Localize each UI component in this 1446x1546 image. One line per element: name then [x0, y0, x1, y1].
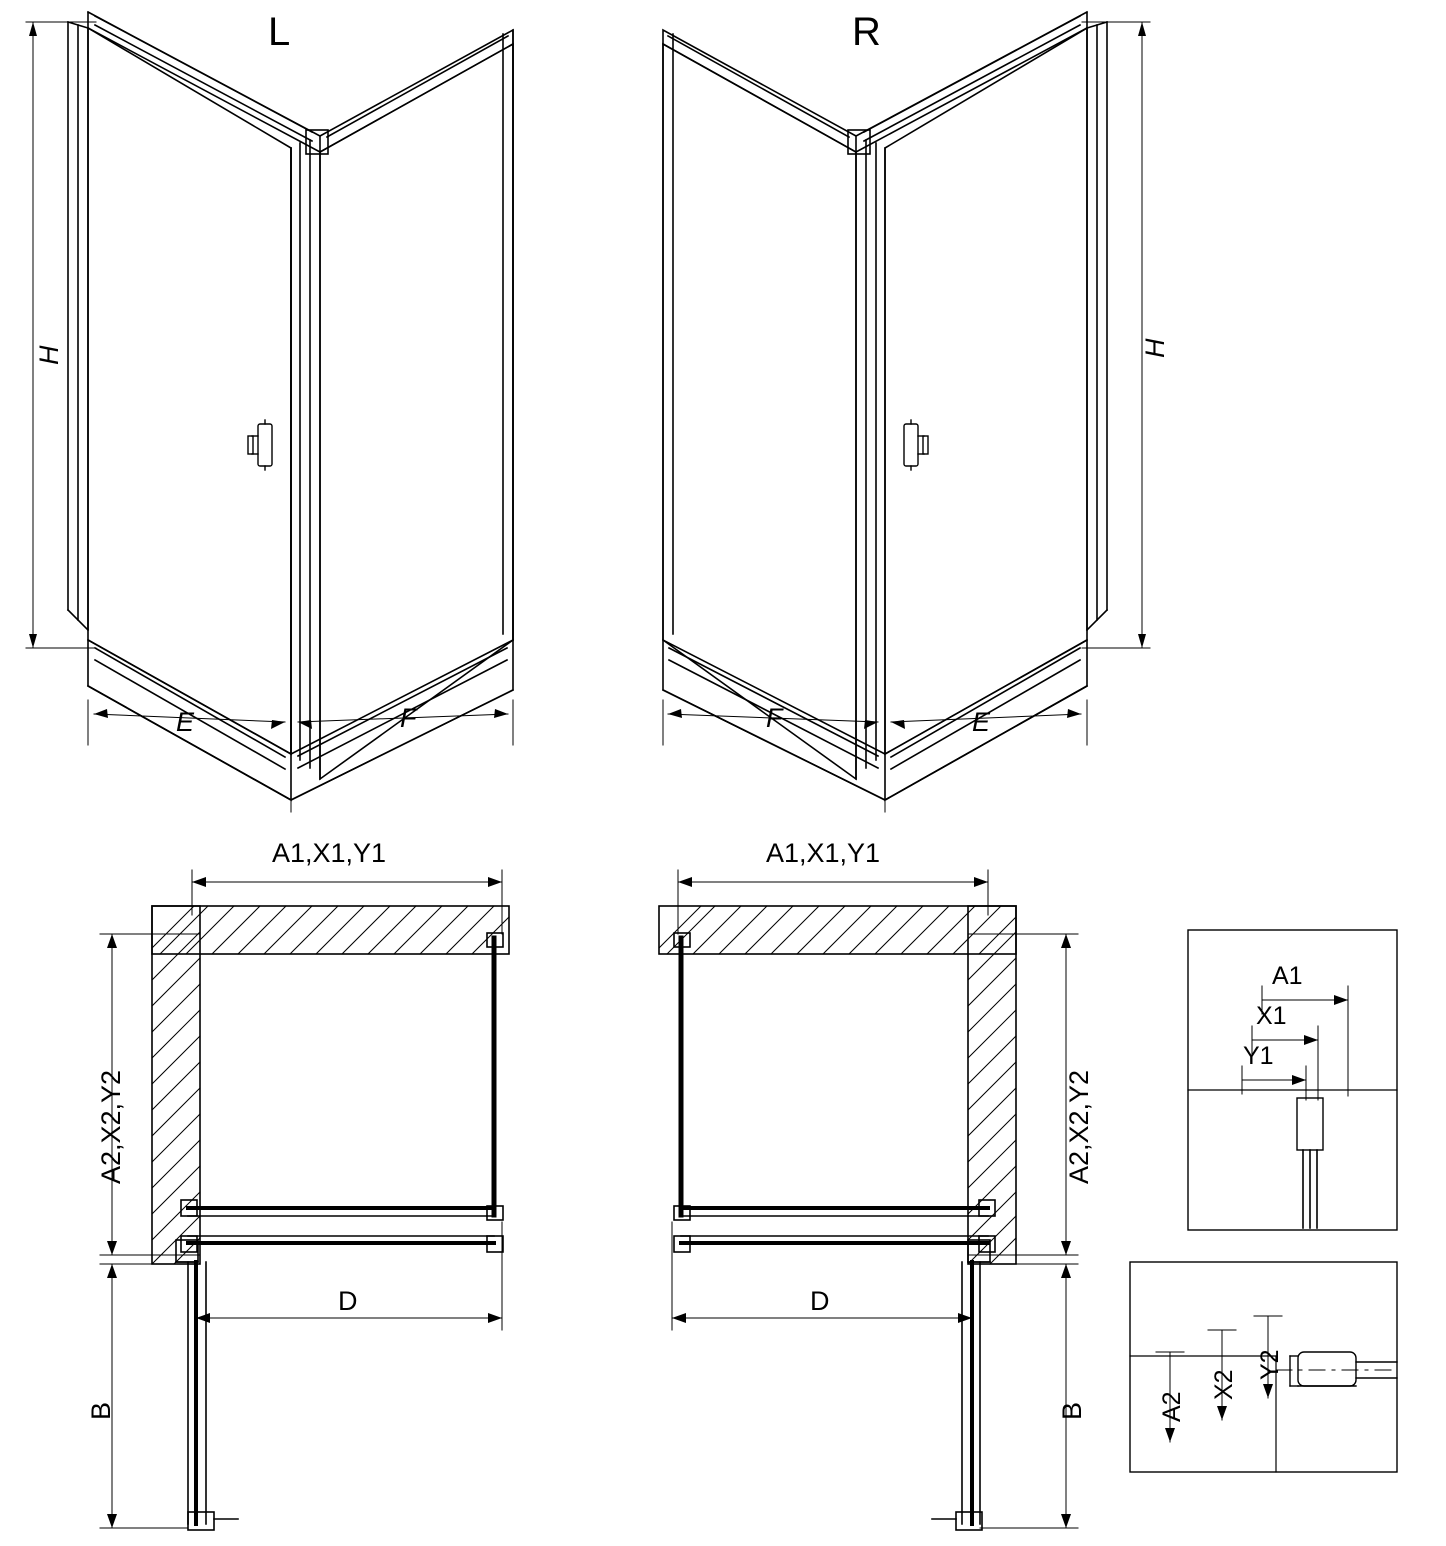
- detail-top-label-y1: Y1: [1243, 1042, 1274, 1070]
- height-label-right: H: [1140, 338, 1170, 358]
- detail-top-label-x1: X1: [1256, 1002, 1287, 1030]
- detail-top-label-a1: A1: [1272, 962, 1303, 990]
- height-label-left: H: [34, 345, 64, 365]
- plan-left-top-dim: A1,X1,Y1: [272, 838, 387, 868]
- detail-bottom-label-x2: X2: [1210, 1369, 1238, 1400]
- detail-bottom-label-y2: Y2: [1256, 1349, 1284, 1380]
- plan-right-top-dim: A1,X1,Y1: [766, 838, 881, 868]
- detail-bottom-label-a2: A2: [1158, 1391, 1186, 1422]
- plan-right-side-dim: A2,X2,Y2: [1064, 1069, 1094, 1184]
- width-label-right-e: E: [972, 707, 991, 737]
- width-label-left-e: E: [176, 707, 195, 737]
- view-label-right: R: [852, 10, 881, 54]
- plan-right-door-dim: D: [810, 1286, 830, 1316]
- plan-left-door-dim: D: [338, 1286, 358, 1316]
- plan-right-swing-dim: B: [1057, 1401, 1087, 1420]
- view-label-left: L: [268, 10, 291, 54]
- width-label-right-f: F: [766, 703, 783, 733]
- width-label-left-f: F: [400, 703, 417, 733]
- plan-left-side-dim: A2,X2,Y2: [96, 1069, 126, 1184]
- plan-left-swing-dim: B: [86, 1401, 116, 1420]
